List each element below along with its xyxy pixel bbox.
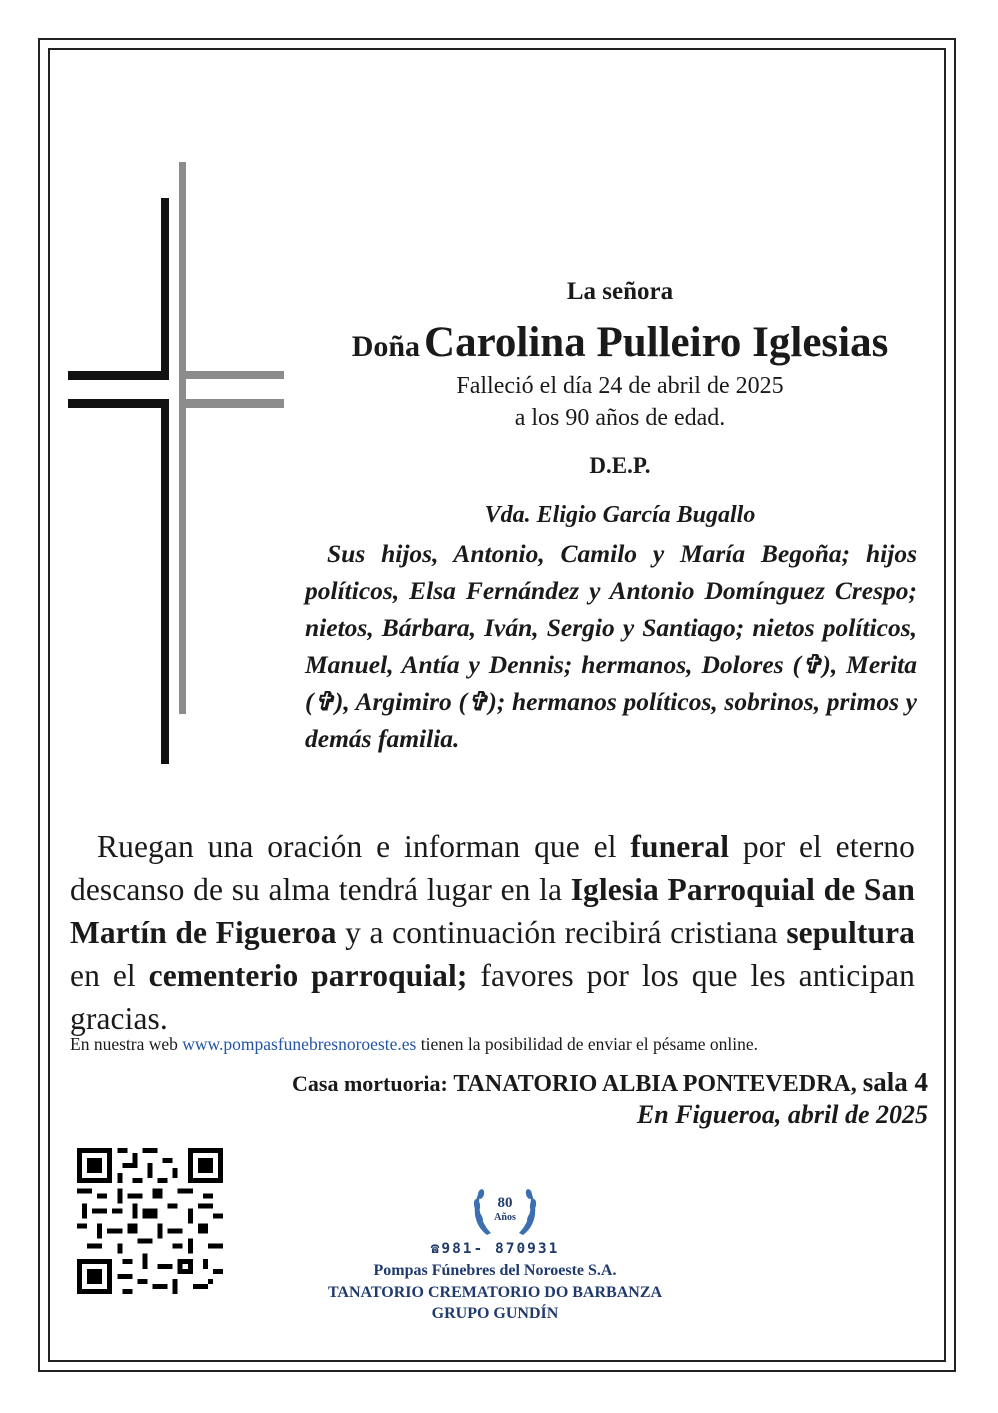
dep-text: D.E.P. xyxy=(589,453,651,478)
announcement-part: favores por los que les anticipan gracias. xyxy=(70,958,915,1036)
funeral-home-name: TANATORIO ALBIA PONTEVEDRA, xyxy=(453,1071,863,1097)
honorific: Doña xyxy=(351,330,421,363)
room-number: sala 4 xyxy=(862,1067,928,1097)
phone-number: ☎981- 870931 xyxy=(430,1241,560,1257)
cemetery-name: cementerio parroquial; xyxy=(148,958,468,993)
announcement-part: por el eterno descanso de su alma tendrá lugar en la xyxy=(70,829,915,907)
death-date: Falleció el día 24 de abril de 2025 xyxy=(456,373,784,399)
cross-icon xyxy=(66,162,284,766)
announcement-part: en el xyxy=(70,958,149,993)
anniversary-logo xyxy=(465,1177,545,1241)
announcement-part: Ruegan una oración e informan que el xyxy=(97,829,631,864)
family-list: Sus hijos, Antonio, Camilo y María Begoña; hijos políticos, Elsa Fernández y Antonio Domínguez Crespo; nietos, Bárbara, Iván, Sergio y Santiago; nietos políticos, Manuel, Antía y Dennis; hermanos, Dolores (✞), Merita (✞), Argimiro (✞); hermanos políticos, sobrinos, primos y demás familia. xyxy=(305,539,917,753)
age: a los 90 años de edad. xyxy=(514,405,726,431)
group-name: GRUPO GUNDÍN xyxy=(431,1305,559,1322)
announcement-part: y a continuación recibirá cristiana xyxy=(336,915,787,950)
logo-word: Años xyxy=(494,1212,516,1223)
qr-code[interactable] xyxy=(77,1148,223,1294)
funeral-home-line xyxy=(292,1067,928,1098)
announcement-text xyxy=(70,825,915,1040)
death-info xyxy=(305,370,935,434)
web-note xyxy=(70,1034,930,1055)
burial-word: sepultura xyxy=(786,915,915,950)
intro-text: La señora xyxy=(566,278,674,305)
crematorium-name: TANATORIO CREMATORIO DO BARBANZA xyxy=(327,1284,663,1301)
deceased-name-line xyxy=(305,318,935,367)
logo-number: 80 xyxy=(497,1195,513,1211)
funeral-word: funeral xyxy=(630,829,730,864)
web-prefix: En nuestra web xyxy=(70,1034,183,1054)
website-link[interactable]: www.pompasfunebresnoroeste.es xyxy=(182,1034,417,1054)
company-name: Pompas Fúnebres del Noroeste S.A. xyxy=(373,1262,617,1279)
widow-line: Vda. Eligio García Bugallo xyxy=(484,502,756,528)
funeral-home-label: Casa mortuoria: xyxy=(292,1071,454,1096)
deceased-name: Carolina Pulleiro Iglesias xyxy=(424,319,889,366)
church-name: Iglesia Parroquial de San Martín de Figueroa xyxy=(70,872,915,950)
place-date: En Figueroa, abril de 2025 xyxy=(636,1100,928,1129)
web-suffix: tienen la posibilidad de enviar el pésame online. xyxy=(416,1034,758,1054)
